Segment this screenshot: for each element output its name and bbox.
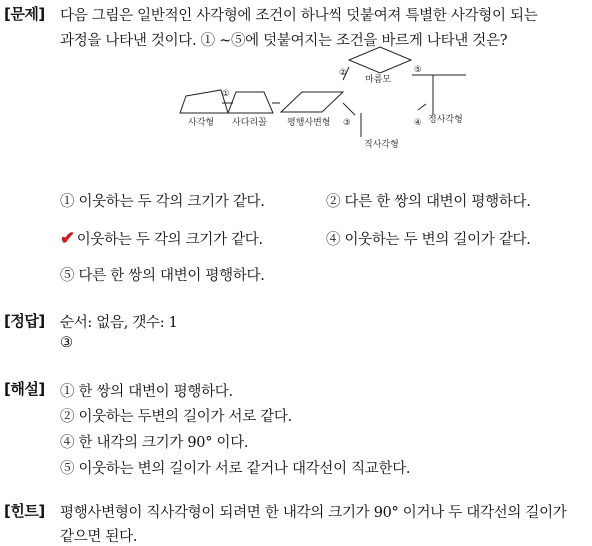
marker-3: ③	[343, 118, 351, 128]
choice-3[interactable]	[60, 228, 263, 249]
explanation-line-3: ④ 한 내각의 크기가 90° 이다.	[60, 435, 249, 451]
choice-2[interactable]: ② 다른 한 쌍의 대변이 평행하다.	[326, 194, 531, 210]
choice-4[interactable]: ④ 이웃하는 두 변의 길이가 같다.	[326, 232, 531, 248]
label-rhombus: 마름모	[365, 75, 392, 85]
hint-tag: [힌트]	[4, 502, 45, 520]
explanation-line-4: ⑤ 이웃하는 변의 길이가 서로 같거나 대각선이 직교한다.	[60, 461, 411, 477]
parallelogram-shape	[281, 92, 343, 112]
problem-text-line1: 다음 그림은 일반적인 사각형에 조건이 하나씩 덧붙여져 특별한 사각형이 되는	[60, 8, 538, 24]
label-quadrilateral: 사각형	[188, 118, 215, 128]
hint-line2: 같으면 된다.	[60, 529, 138, 545]
trapezoid-shape	[228, 92, 273, 113]
answer-meta: 순서: 없음, 갯수: 1	[60, 315, 178, 331]
rhombus-shape	[349, 47, 411, 73]
problem-text-line2: 과정을 나타낸 것이다. ① ~⑤에 덧붙여지는 조건을 바르게 나타낸 것은?	[60, 33, 508, 49]
answer-value: ③	[60, 335, 73, 351]
explanation-line-1: ① 한 쌍의 대변이 평행하다.	[60, 384, 233, 400]
choice-5[interactable]: ⑤ 다른 한 쌍의 대변이 평행하다.	[60, 268, 265, 284]
hint-line1: 평행사변형이 직사각형이 되려면 한 내각의 크기가 90° 이거나 두 대각선의 길이가	[60, 505, 567, 521]
label-trapezoid: 사다리꼴	[232, 118, 267, 128]
answer-tag: [정답]	[4, 312, 45, 330]
quadrilateral-shape	[180, 90, 228, 113]
marker-1: ①	[222, 89, 230, 99]
marker-5: ⑤	[414, 65, 422, 75]
marker-4: ④	[414, 118, 422, 128]
choice-1[interactable]: ① 이웃하는 두 각의 크기가 같다.	[60, 194, 265, 210]
label-parallelogram: 평행사변형	[287, 118, 331, 128]
choice-3-label: 이웃하는 두 각의 크기가 같다.	[76, 232, 263, 248]
explanation-tag: [해설]	[4, 380, 45, 398]
marker-2: ②	[339, 68, 347, 78]
explanation-line-2: ② 이웃하는 두변의 길이가 서로 같다.	[60, 409, 292, 425]
problem-tag: [문제]	[4, 5, 45, 23]
selected-check-icon: ✔	[60, 228, 75, 249]
label-square: 정사각형	[428, 115, 463, 125]
label-rectangle: 직사각형	[364, 140, 399, 150]
